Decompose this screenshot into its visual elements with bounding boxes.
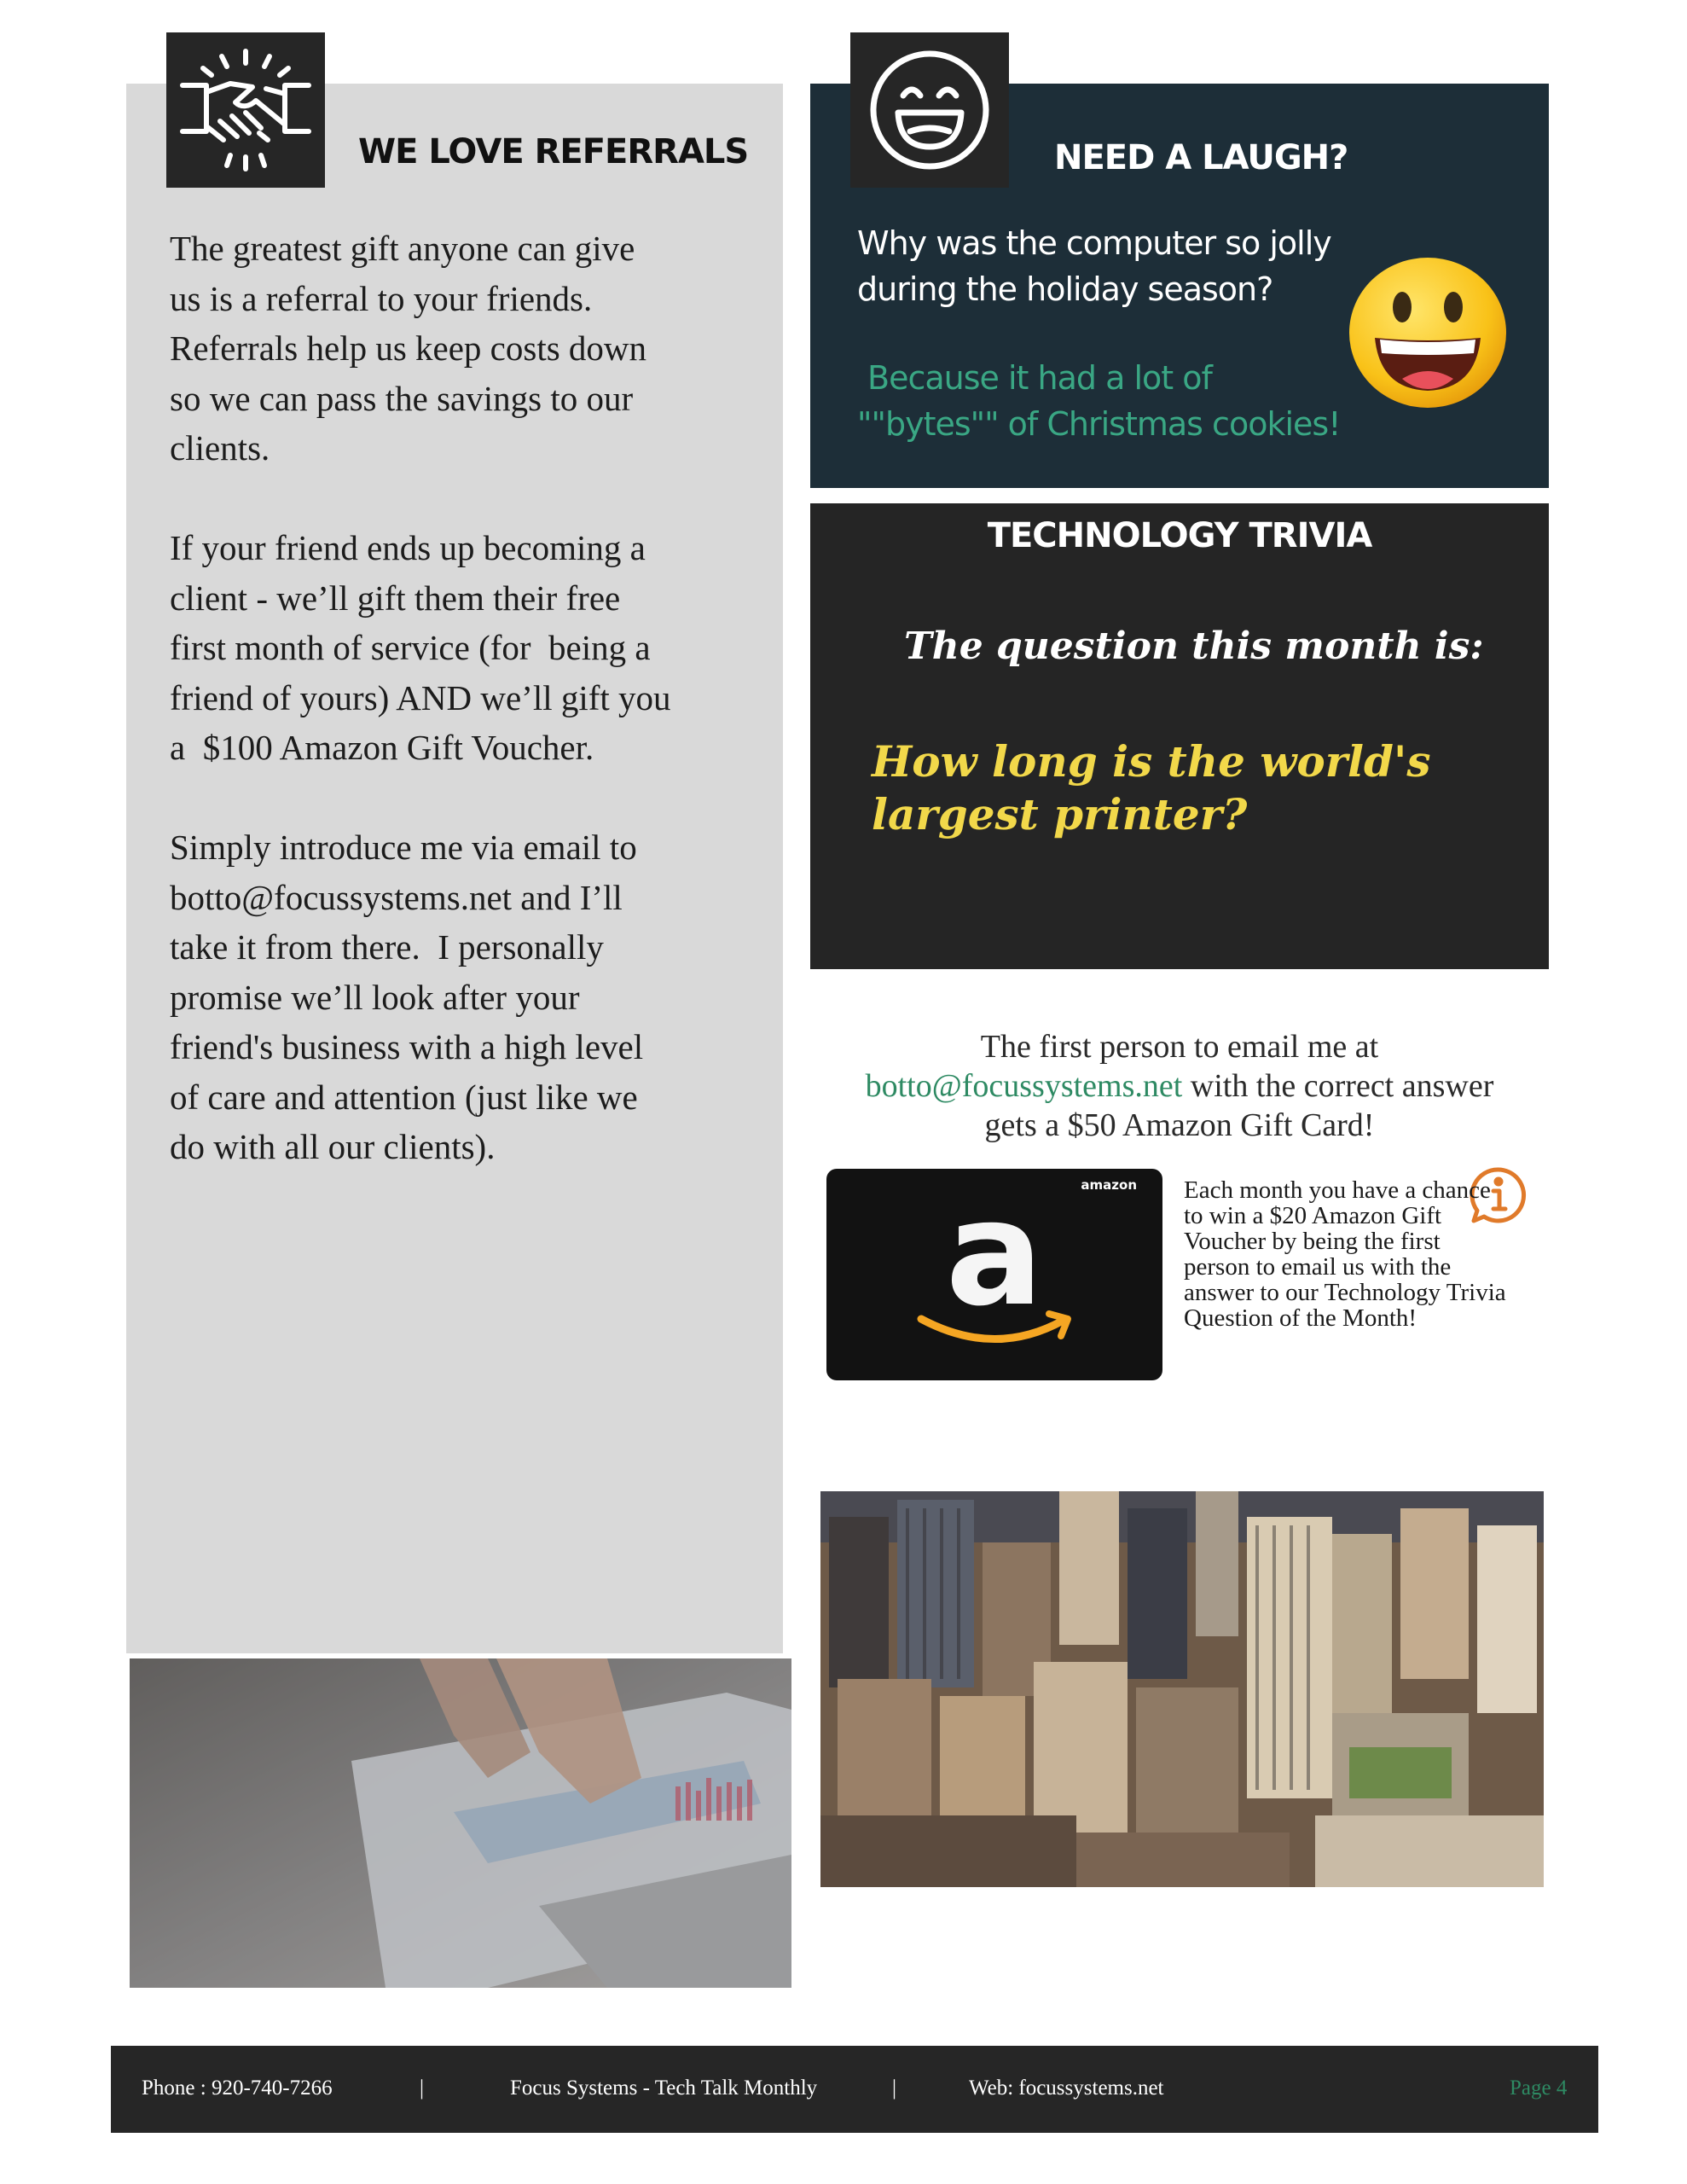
footer-publication: Focus Systems - Tech Talk Monthly — [510, 2077, 818, 2100]
joke-answer-line2: ""bytes"" of Christmas cookies! — [857, 405, 1341, 443]
referral-heading: WE LOVE REFERRALS — [358, 132, 749, 171]
handshake-icon — [177, 46, 314, 174]
page-footer — [111, 2046, 1598, 2133]
footer-separator: | — [892, 2077, 897, 2100]
amazon-smile-arrow-icon — [916, 1305, 1078, 1356]
office-documents-photo — [130, 1658, 791, 1988]
joke-answer — [857, 355, 1386, 447]
joke-answer-line1: Because it had a lot of — [867, 359, 1212, 397]
city-skyline-photo — [820, 1491, 1544, 1887]
laugh-heading: NEED A LAUGH? — [1054, 138, 1348, 177]
gift-card-brand: amazon — [1081, 1177, 1137, 1193]
footer-separator: | — [420, 2077, 425, 2100]
amazon-gift-card — [826, 1169, 1162, 1380]
trivia-question: How long is the world's largest printer? — [872, 736, 1431, 839]
joke-question: Why was the computer so jolly during the holiday season? — [857, 224, 1331, 308]
contest-email-link[interactable]: botto@focussystems.net — [865, 1068, 1183, 1104]
gift-card-letter: a — [945, 1170, 1044, 1339]
handshake-icon-box — [166, 32, 325, 188]
contest-line2-rest: with the correct answer — [1182, 1068, 1494, 1104]
contest-line2 — [810, 1066, 1549, 1106]
referral-body-text: The greatest gift anyone can give us is a referral to your friends. Referrals help us keep costs down so we can pass the savings to our clients. If your friend ends up becoming a client - we’ll gift them their free first month of service (for being a friend of yours) AND we’ll gift you a $100 Amazon Gift Voucher. Simply introduce me via email to botto@focussystems.net and I’ll take it from there. I personally promise we’ll look after your friend's business with a high level of care and attention (just like we do with all our clients). — [170, 229, 671, 1166]
trivia-intro: The question this month is: — [904, 624, 1484, 668]
laughing-face-icon — [866, 46, 994, 174]
footer-phone: Phone : 920-740-7266 — [142, 2077, 333, 2100]
footer-page-number: Page 4 — [1510, 2077, 1568, 2100]
trivia-heading: TECHNOLOGY TRIVIA — [987, 516, 1372, 555]
footer-web-link[interactable]: Web: focussystems.net — [969, 2077, 1164, 2100]
contest-line1: The first person to email me at — [980, 1029, 1379, 1065]
contest-text — [810, 1027, 1549, 1145]
contest-line3: gets a $50 Amazon Gift Card! — [984, 1107, 1375, 1143]
laughing-face-icon-box — [850, 32, 1009, 188]
grinning-emoji-icon — [1346, 254, 1510, 411]
info-text: Each month you have a chance to win a $20 Amazon Gift Voucher by being the first person to email us with the answer to our Technology Trivia Question of the Month! — [1184, 1176, 1506, 1332]
